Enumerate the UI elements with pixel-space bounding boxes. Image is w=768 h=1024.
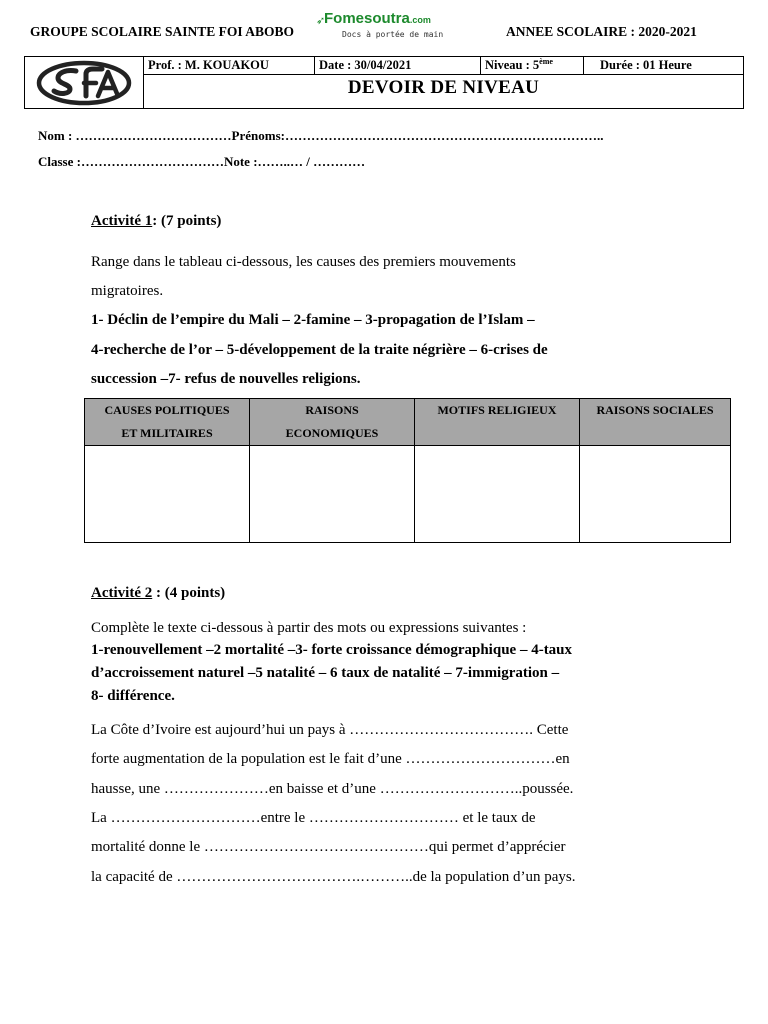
nom-prenoms-line: Nom : ………………………………Prénoms:……………………………………………………………….. [38,128,604,143]
fill-text-line-6: la capacité de ……………………………….………..de la population d’un pays. [91,869,576,885]
duree-cell: Durée : 01 Heure [600,58,692,72]
table-header-cell: RAISONS ECONOMIQUES [250,399,415,446]
watermark-brand: Fomesoutra.com [324,10,431,27]
answer-cell[interactable] [250,446,415,543]
date-cell: Date : 30/04/2021 [315,57,481,74]
table-header-cell: RAISONS SOCIALES [580,399,731,446]
activity2-list-3: 8- différence. [91,688,175,704]
arrow-icon: ➶ [316,15,326,27]
answer-cell[interactable] [415,446,580,543]
answer-cell[interactable] [85,446,250,543]
classe-note-line: Classe :……………………………Note :……..… / ………… [38,154,366,169]
activity2-list-2: d’accroissement naturel –5 natalité – 6 taux de natalité – 7-immigration – [91,665,560,681]
school-year: ANNEE SCOLAIRE : 2020-2021 [506,24,697,39]
prof-cell: Prof. : M. KOUAKOU [144,57,315,74]
fill-text-line-1: La Côte d’Ivoire est aujourd’hui un pays à ………………………………. Cette [91,722,569,738]
table-header-cell: CAUSES POLITIQUES ET MILITAIRES [85,399,250,446]
watermark-tagline: Docs à portée de main [342,30,444,39]
causes-table [84,398,731,543]
table-header-cell: MOTIFS RELIGIEUX [415,399,580,446]
answer-cell[interactable] [580,446,731,543]
exam-title: DEVOIR DE NIVEAU [347,77,540,98]
activity1-instruction-2: migratoires. [91,283,164,299]
activity1-list-1: 1- Déclin de l’empire du Mali – 2-famine – 3-propagation de l’Islam – [91,312,535,328]
activity2-heading: Activité 2 : (4 points) [91,585,226,601]
fill-text-line-5: mortalité donne le ………………………………………qui permet d’apprécier [91,839,566,855]
niveau-cell: Niveau : 5ème [481,57,584,74]
activity1-instruction-1: Range dans le tableau ci-dessous, les causes des premiers mouvements [91,254,516,270]
logo-cell [25,57,144,108]
activity2-list-1: 1-renouvellement –2 mortalité –3- forte croissance démographique – 4-taux [91,642,573,658]
activity2-instruction: Complète le texte ci-dessous à partir des mots ou expressions suivantes : [91,620,527,636]
fill-text-line-2: forte augmentation de la population est le fait d’une …………………………en [91,751,570,767]
school-name: GROUPE SCOLAIRE SAINTE FOI ABOBO [30,24,295,39]
watermark-logo [318,10,448,44]
header-box [24,56,744,109]
activity1-list-2: 4-recherche de l’or – 5-développement de la traite négrière – 6-crises de [91,342,548,358]
info-row [144,57,743,75]
school-logo-icon [36,60,132,106]
fill-text-line-3: hausse, une …………………en baisse et d’une ………………………..poussée. [91,781,574,797]
activity1-heading: Activité 1: (7 points) [91,213,222,229]
activity1-list-3: succession –7- refus de nouvelles religions. [91,371,361,387]
fill-text-line-4: La …………………………entre le ………………………… et le taux de [91,810,536,826]
